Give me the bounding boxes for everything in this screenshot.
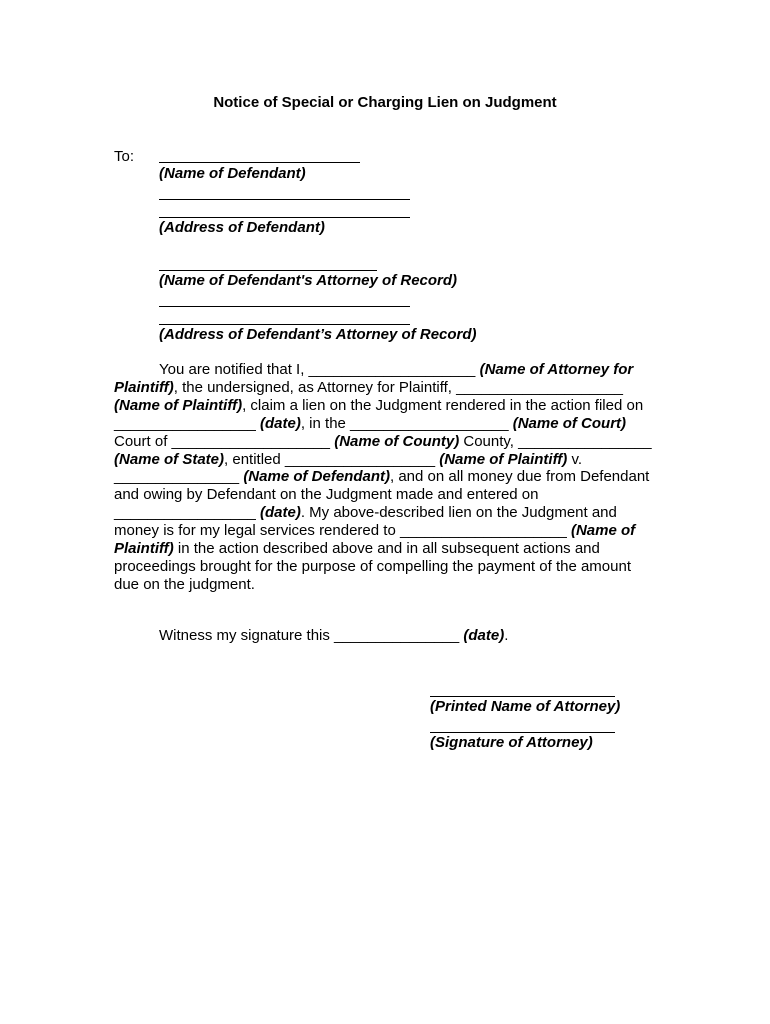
defendant-name-line [159,162,360,163]
signature-label: (Signature of Attorney) [430,734,593,751]
defendant-attorney-address-line-2 [159,324,410,325]
document-title: Notice of Special or Charging Lien on Judgment [213,94,557,111]
defendant-address-label: (Address of Defendant) [159,219,325,236]
signature-line [430,732,615,733]
witness-statement: Witness my signature this _______________ (date). [159,627,509,644]
printed-name-label: (Printed Name of Attorney) [430,698,621,715]
defendant-name-label: (Name of Defendant) [159,165,306,182]
notice-paragraph: You are notified that I, ____________________ (Name of Attorney for Plaintiff), the undersigned, as Attorney for Plaintiff, ____________________ (Name of Plaintiff), claim a lien on the Judgment rendered in the action filed on _________________ (date), in the ___________________ (Name of Court) Court of ___________________ (Name of County) County, ________________ (Name of State), entitled __________________ (Name of Plaintiff) v. _______________ (Name of Defendant), and on all money due from Defendant and owing by Defendant on the Judgment made and entered on _________________ (date). My above-described lien on the Judgment and money is for my legal services rendered to ____________________ (Name of Plaintiff) in the action described above and in all subsequent actions and proceedings brought for the purpose of compelling the payment of the amount due on the judgment. [114,361,652,593]
printed-name-line [430,696,615,697]
defendant-attorney-name-label: (Name of Defendant's Attorney of Record) [159,272,458,289]
defendant-address-line-1 [159,199,410,200]
defendant-address-line-2 [159,217,410,218]
to-label: To: [114,148,135,165]
defendant-attorney-address-label: (Address of Defendant’s Attorney of Record) [159,326,477,343]
defendant-attorney-address-line-1 [159,306,410,307]
defendant-attorney-name-line [159,270,377,271]
